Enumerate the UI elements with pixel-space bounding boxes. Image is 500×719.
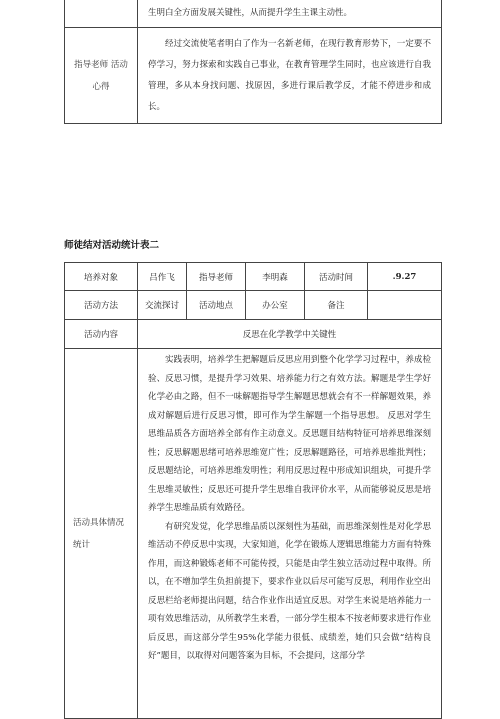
mentor-reflection-label: 指导老师 活动心得	[65, 28, 138, 124]
section-title: 师徒结对活动统计表二	[64, 240, 160, 251]
method-label: 活动方法	[65, 291, 138, 320]
empty-label-cell	[65, 0, 138, 28]
location-label: 活动地点	[187, 291, 246, 320]
content-label: 活动内容	[65, 320, 138, 349]
mentor-value: 李明森	[246, 263, 305, 291]
mentor-reflection-text: 经过交流使笔者明白了作为一名新老师，在现行教育形势下，一定要不停学习，努力探索和实践自己事业，在教育管理学生同时，也应该进行自我管理，多从本身找问题、找原因，多进行课后教学反，才能不停进步和成长。	[138, 28, 442, 124]
detail-paragraph-1: 实践表明，培养学生把解题后反思应用到整个化学学习过程中，养成检验、反思习惯，是提升学习效果、培养能力行之有效方法。解题是学生学好化学必由之路，但不一味解题指导学生解题思想就会有不一样解题效果，养成对解题后进行反思习惯，即可作为学生解题一个指导思想。 反思对学生思维品质各方面培养全部有作主动意义。反思题目结构特征可培养思维深刻性；反思解题思绪可培养思维宽广性；反思解题路径，可培养思维批判性；反思题结论，可培养思维发明性；利用反思过程中形成知识组块，可提升学生思维灵敏性；反思还可提升学生思维自我评价水平，从而能够说反思是培养学生思维品质有效路径。	[148, 355, 431, 513]
remarks-value	[368, 291, 442, 320]
detail-label: 活动具体情况统计	[65, 349, 138, 719]
detail-paragraph-2: 有研究发觉，化学思维品质以深刻性为基础，而思维深刻性是对化学思维活动不停反思中实现，大家知道，化学在锻炼人逻辑思维能力方面有特殊作用，而这种锻炼老师不可能传授，只能是由学生独立活动过程中取得。所以，在不增加学生负担前提下，要求作业以后尽可能写反思，利用作业空出反思栏给老师提出问题，结合作业作出适宜反思。对学生来说是培养能力一项有效思维活动，从所教学生来看，一部分学生根本不按老师要求进行作业后反思，而这部分学生95%化学能力很低、成绩差，她们只会做“结构良好”题目，以取得对问题答案为目标，不会提问，这部分学	[148, 521, 431, 661]
mentor-label: 指导老师	[187, 263, 246, 291]
location-value: 办公室	[246, 291, 305, 320]
method-value: 交流探讨	[138, 291, 187, 320]
continued-text: 生明白全方面发展关键性，从而提升学生主课主动性。	[138, 0, 442, 28]
detail-cell	[138, 349, 442, 719]
trainee-label: 培养对象	[65, 263, 138, 291]
activity-stats-table	[64, 262, 442, 719]
trainee-value: 吕作飞	[138, 263, 187, 291]
content-value: 反思在化学教学中关键性	[138, 320, 442, 349]
activity-time-value: .9.27	[368, 263, 442, 291]
mentor-reflection-table	[64, 0, 442, 124]
activity-time-label: 活动时间	[305, 263, 368, 291]
remarks-label: 备注	[305, 291, 368, 320]
